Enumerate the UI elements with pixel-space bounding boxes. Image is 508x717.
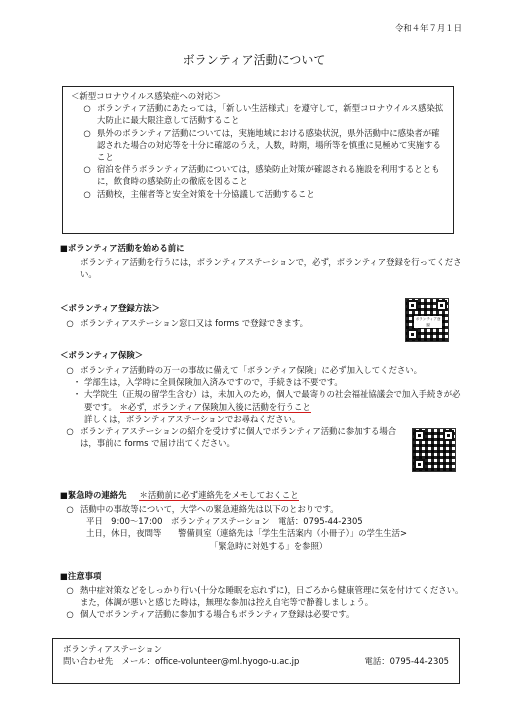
emergency-section bbox=[60, 503, 465, 552]
covid-item-text: 県外のボランティア活動については，実施地域における感染状況，県外活動中に感染者が確認された場合の対応等を十分に確認のうえ，人数，時期，場所等を慎重に見極めて実施すること bbox=[97, 127, 441, 162]
insurance-sub-item: ・ 学部生は，入学時に全員保険加入済みですので，手続きは不要です。 bbox=[60, 376, 465, 388]
notes-text: 個人でボランティア活動に参加する場合もボランティア登録は必要です。 bbox=[80, 609, 355, 620]
notes-section bbox=[60, 584, 465, 621]
before-text: ボランティア活動を行うには，ボランティアステーションで，必ず，ボランティア登録を行ってください。 bbox=[80, 257, 462, 280]
before-heading: ■ボランティア活動を始める前に bbox=[60, 243, 185, 253]
bullet-circle: ○ bbox=[83, 164, 91, 175]
covid-item bbox=[77, 163, 447, 187]
registration-heading: ＜ボランティア登録方法＞ bbox=[60, 303, 160, 313]
bullet-circle: ○ bbox=[66, 425, 74, 436]
insurance-heading: ＜ボランティア保険＞ bbox=[60, 350, 144, 360]
covid-item bbox=[77, 102, 447, 126]
covid-item-text: ボランティア活動にあたっては，「新しい生活様式」を遵守して，新型コロナウイルス感染拡大防止に最大限注意して活動すること bbox=[97, 103, 444, 126]
weekend-contact: 土日，休日，夜間等 警備員室（連絡先は「学生生活案内（小冊子）」の学生生活> bbox=[86, 528, 408, 539]
weekday-contact: 平日 9:00～17:00 ボランティアステーション 電話：0795-44-2305 bbox=[86, 516, 363, 527]
emergency-item bbox=[60, 503, 465, 515]
emergency-note: ＊活動前に必ず連絡先をメモしておくこと bbox=[139, 490, 299, 500]
insurance-sub-item: ・ 大学院生（正規の留学生含む）は，未加入のため，個人で最寄りの社会福祉協議会で加入手続きが必要です。 ＊必ず，ボランティア保険加入後に活動を行うこと 詳しくは，ボランティアステーションでお尋ねください。 bbox=[60, 388, 465, 425]
covid-item bbox=[77, 127, 447, 164]
contact-org: ボランティアステーション bbox=[63, 644, 162, 654]
bullet-circle: ○ bbox=[66, 318, 74, 328]
emergency-text: 活動中の事故等について，大学への緊急連絡先は以下のとおりです。 bbox=[80, 504, 339, 514]
contact-row bbox=[63, 655, 449, 667]
covid-heading: ＜新型コロナウイルス感染症への対応＞ bbox=[71, 91, 222, 101]
weekend-contact-ref: 「緊急時に対処する」を参照） bbox=[210, 540, 328, 551]
document-date: 令和４年７月１日 bbox=[395, 23, 462, 33]
document-title: ボランティア活動について bbox=[182, 53, 326, 67]
bullet-circle: ○ bbox=[83, 188, 91, 199]
insurance-warning: ＊必ず，ボランティア保険加入後に活動を行うこと bbox=[119, 401, 311, 412]
notes-heading: ■注意事項 bbox=[60, 571, 102, 581]
emergency-heading: ■緊急時の連絡先 ＊活動前に必ず連絡先をメモしておくこと bbox=[60, 490, 299, 500]
registration-item bbox=[60, 317, 395, 329]
bullet-circle: ○ bbox=[66, 504, 74, 514]
bullet-circle: ○ bbox=[66, 585, 74, 595]
notes-item bbox=[60, 608, 465, 620]
insurance-item bbox=[60, 425, 400, 449]
covid-item-text: 宿泊を伴うボランティア活動については，感染防止対策が確認される施設を利用するとともに，飲食時の感染防止の徹底を図ること bbox=[97, 164, 440, 187]
contact-box bbox=[52, 638, 460, 684]
covid-item bbox=[77, 188, 447, 200]
insurance-qr-code[interactable] bbox=[412, 428, 456, 472]
insurance-text: ボランティア活動時の万一の事故に備えて「ボランティア保険」に必ず加入してください。 bbox=[80, 365, 423, 375]
insurance-section bbox=[60, 364, 465, 449]
bullet-circle: ○ bbox=[83, 103, 91, 114]
covid-item-text: 活動校，主催者等と安全対策を十分協議して活動すること bbox=[97, 188, 315, 199]
insurance-item bbox=[60, 364, 465, 376]
bullet-circle: ○ bbox=[83, 127, 91, 138]
registration-qr-code[interactable] bbox=[405, 298, 449, 342]
bullet-circle: ○ bbox=[66, 365, 74, 375]
contact-phone: 電話：0795-44-2305 bbox=[364, 656, 449, 667]
registration-text: ボランティアステーション窓口又は forms で登録できます。 bbox=[80, 318, 309, 328]
undergrad-note: 学部生は，入学時に全員保険加入済みですので，手続きは不要です。 bbox=[84, 377, 343, 388]
notes-item bbox=[60, 584, 465, 608]
covid-notice-box bbox=[62, 86, 454, 234]
notes-text: 熱中症対策などをしっかり行い(十分な睡眠を忘れずに)，日ごろから健康管理に気を付けてください。また，体調が悪いと感じた時は，無理な参加は控え自宅等で静養しましょう。 bbox=[80, 585, 464, 608]
insurance-text: ボランティアステーションの紹介を受けずに個人でボランティア活動に参加する場合は，事前に forms で届け出てください。 bbox=[80, 425, 397, 449]
grad-note: 大学院生（正規の留学生含む）は，未加入のため，個人で最寄りの社会福祉協議会で加入手続きが必要です。 ＊必ず，ボランティア保険加入後に活動を行うこと 詳しくは，ボランティアステーションでお尋ねください。 bbox=[84, 389, 461, 424]
bullet-circle: ○ bbox=[66, 609, 74, 620]
contact-email[interactable]: 問い合わせ先 メール：office-volunteer@ml.hyogo-u.ac.jp bbox=[63, 656, 300, 667]
qr-caption: ボランティア登録 bbox=[415, 317, 441, 327]
